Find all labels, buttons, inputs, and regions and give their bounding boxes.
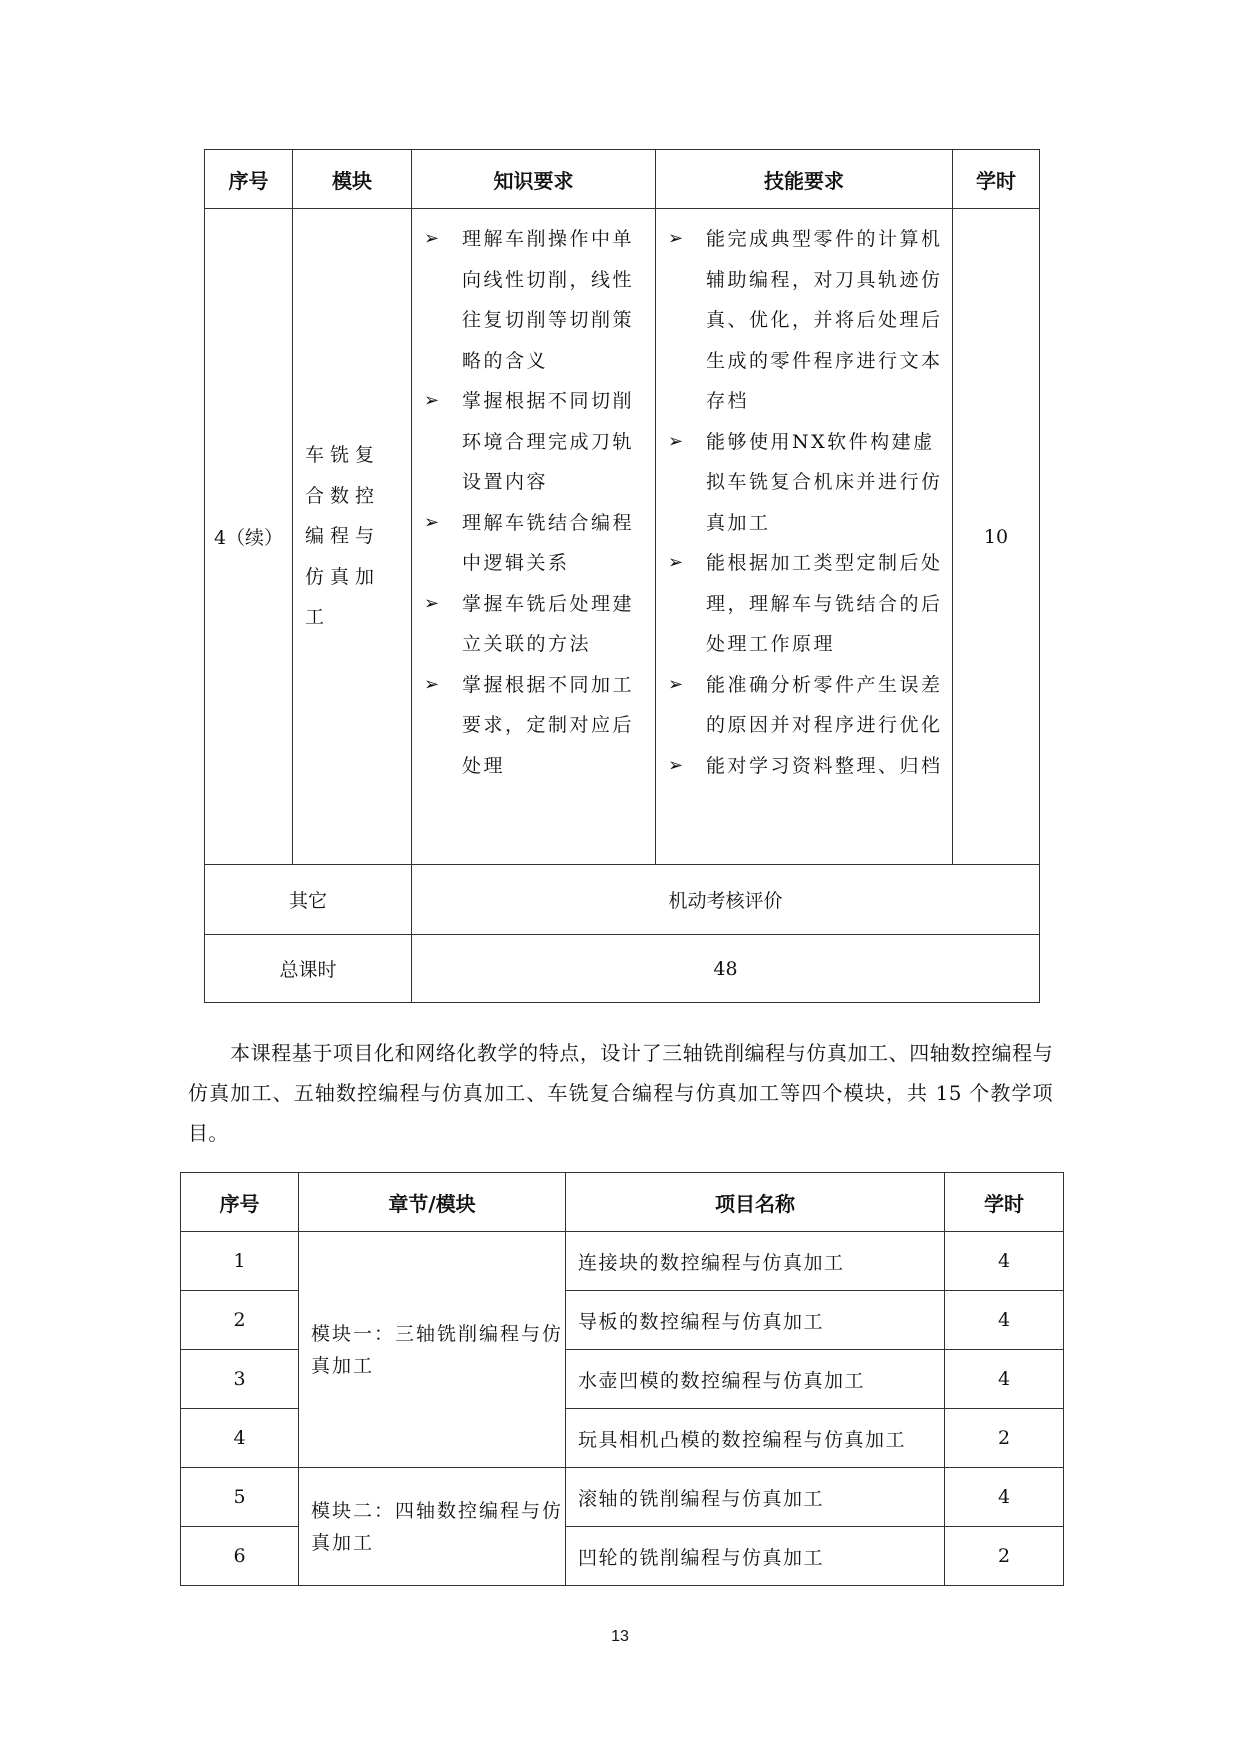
project-name: 水壶凹模的数控编程与仿真加工 (566, 1350, 945, 1409)
knowledge-item (422, 381, 647, 503)
table-row (205, 209, 1040, 865)
skills-item (666, 665, 944, 746)
row-hours: 4 (945, 1291, 1064, 1350)
arrow-bullet-icon: ➢ (424, 390, 440, 411)
row-hours: 10 (953, 209, 1040, 865)
curriculum-module-table (204, 149, 1040, 1003)
arrow-bullet-icon: ➢ (424, 511, 440, 533)
other-label: 其它 (205, 865, 412, 935)
project-name: 凹轮的铣削编程与仿真加工 (566, 1527, 945, 1586)
page-number: 13 (611, 1628, 629, 1645)
row-hours: 4 (945, 1468, 1064, 1527)
row-index: 5 (181, 1468, 299, 1527)
arrow-bullet-icon: ➢ (668, 552, 684, 573)
arrow-bullet-icon: ➢ (668, 430, 684, 452)
project-name: 滚轴的铣削编程与仿真加工 (566, 1468, 945, 1527)
header-skills: 技能要求 (656, 150, 953, 209)
skills-text: 能根据加工类型定制后处理，理解车与铣结合的后处理工作原理 (706, 552, 943, 655)
skills-item (666, 219, 944, 422)
row-index: 3 (181, 1350, 299, 1409)
row-index: 4 (181, 1409, 299, 1468)
skills-item (666, 422, 944, 544)
header-module: 模块 (293, 150, 412, 209)
chapter-module: 模块一：三轴铣削编程与仿真加工 (299, 1232, 566, 1468)
knowledge-text: 掌握车铣后处理建立关联的方法 (462, 592, 635, 655)
header-chapter: 章节/模块 (299, 1173, 566, 1232)
knowledge-text: 掌握根据不同加工要求，定制对应后处理 (462, 673, 635, 777)
table-row (181, 1232, 1064, 1291)
table-header-row (181, 1173, 1064, 1232)
table-row (181, 1468, 1064, 1527)
row-module: 车铣复合数控编程与仿真加工 (293, 209, 412, 865)
knowledge-item (422, 219, 647, 381)
total-row (205, 935, 1040, 1003)
chapter-module: 模块二：四轴数控编程与仿真加工 (299, 1468, 566, 1586)
row-index: 2 (181, 1291, 299, 1350)
row-hours: 4 (945, 1232, 1064, 1291)
header-index: 序号 (205, 150, 293, 209)
knowledge-cell (412, 209, 656, 865)
row-index: 4（续） (205, 209, 293, 865)
knowledge-text: 理解车铣结合编程中逻辑关系 (462, 511, 635, 574)
header-project-name: 项目名称 (566, 1173, 945, 1232)
course-description-paragraph: 本课程基于项目化和网络化教学的特点，设计了三轴铣削编程与仿真加工、四轴数控编程与仿真加工、五轴数控编程与仿真加工、车铣复合编程与仿真加工等四个模块，共 15 个教学项目。 (188, 1041, 1053, 1145)
other-value: 机动考核评价 (412, 865, 1040, 935)
skills-text: 能完成典型零件的计算机辅助编程，对刀具轨迹仿真、优化，并将后处理后生成的零件程序进行文本存档 (706, 228, 943, 412)
header-knowledge: 知识要求 (412, 150, 656, 209)
row-index: 6 (181, 1527, 299, 1586)
row-hours: 4 (945, 1350, 1064, 1409)
knowledge-item (422, 584, 647, 665)
knowledge-text: 理解车削操作中单向线性切削，线性往复切削等切削策略的含义 (462, 228, 635, 372)
arrow-bullet-icon: ➢ (424, 592, 440, 614)
knowledge-list (422, 219, 647, 786)
project-name: 连接块的数控编程与仿真加工 (566, 1232, 945, 1291)
knowledge-item (422, 503, 647, 584)
row-index: 1 (181, 1232, 299, 1291)
skills-item (666, 746, 944, 787)
skills-item (666, 543, 944, 665)
knowledge-text: 掌握根据不同切削环境合理完成刀轨设置内容 (462, 390, 635, 493)
total-label: 总课时 (205, 935, 412, 1003)
skills-list (666, 219, 944, 786)
project-name: 玩具相机凸模的数控编程与仿真加工 (566, 1409, 945, 1468)
arrow-bullet-icon: ➢ (424, 228, 440, 249)
arrow-bullet-icon: ➢ (668, 754, 684, 776)
skills-text: 能对学习资料整理、归档 (706, 754, 943, 777)
project-table-body (181, 1232, 1064, 1586)
table-header-row (205, 150, 1040, 209)
arrow-bullet-icon: ➢ (668, 228, 684, 249)
project-list-table (180, 1172, 1064, 1586)
total-value: 48 (412, 935, 1040, 1003)
other-row (205, 865, 1040, 935)
header-index: 序号 (181, 1173, 299, 1232)
skills-cell (656, 209, 953, 865)
header-hours: 学时 (953, 150, 1040, 209)
row-hours: 2 (945, 1409, 1064, 1468)
arrow-bullet-icon: ➢ (424, 673, 440, 695)
header-hours: 学时 (945, 1173, 1064, 1232)
arrow-bullet-icon: ➢ (668, 673, 684, 695)
skills-text: 能准确分析零件产生误差的原因并对程序进行优化 (706, 673, 943, 736)
project-name: 导板的数控编程与仿真加工 (566, 1291, 945, 1350)
knowledge-item (422, 665, 647, 787)
skills-text: 能够使用NX软件构建虚拟车铣复合机床并进行仿真加工 (706, 430, 943, 534)
row-hours: 2 (945, 1527, 1064, 1586)
